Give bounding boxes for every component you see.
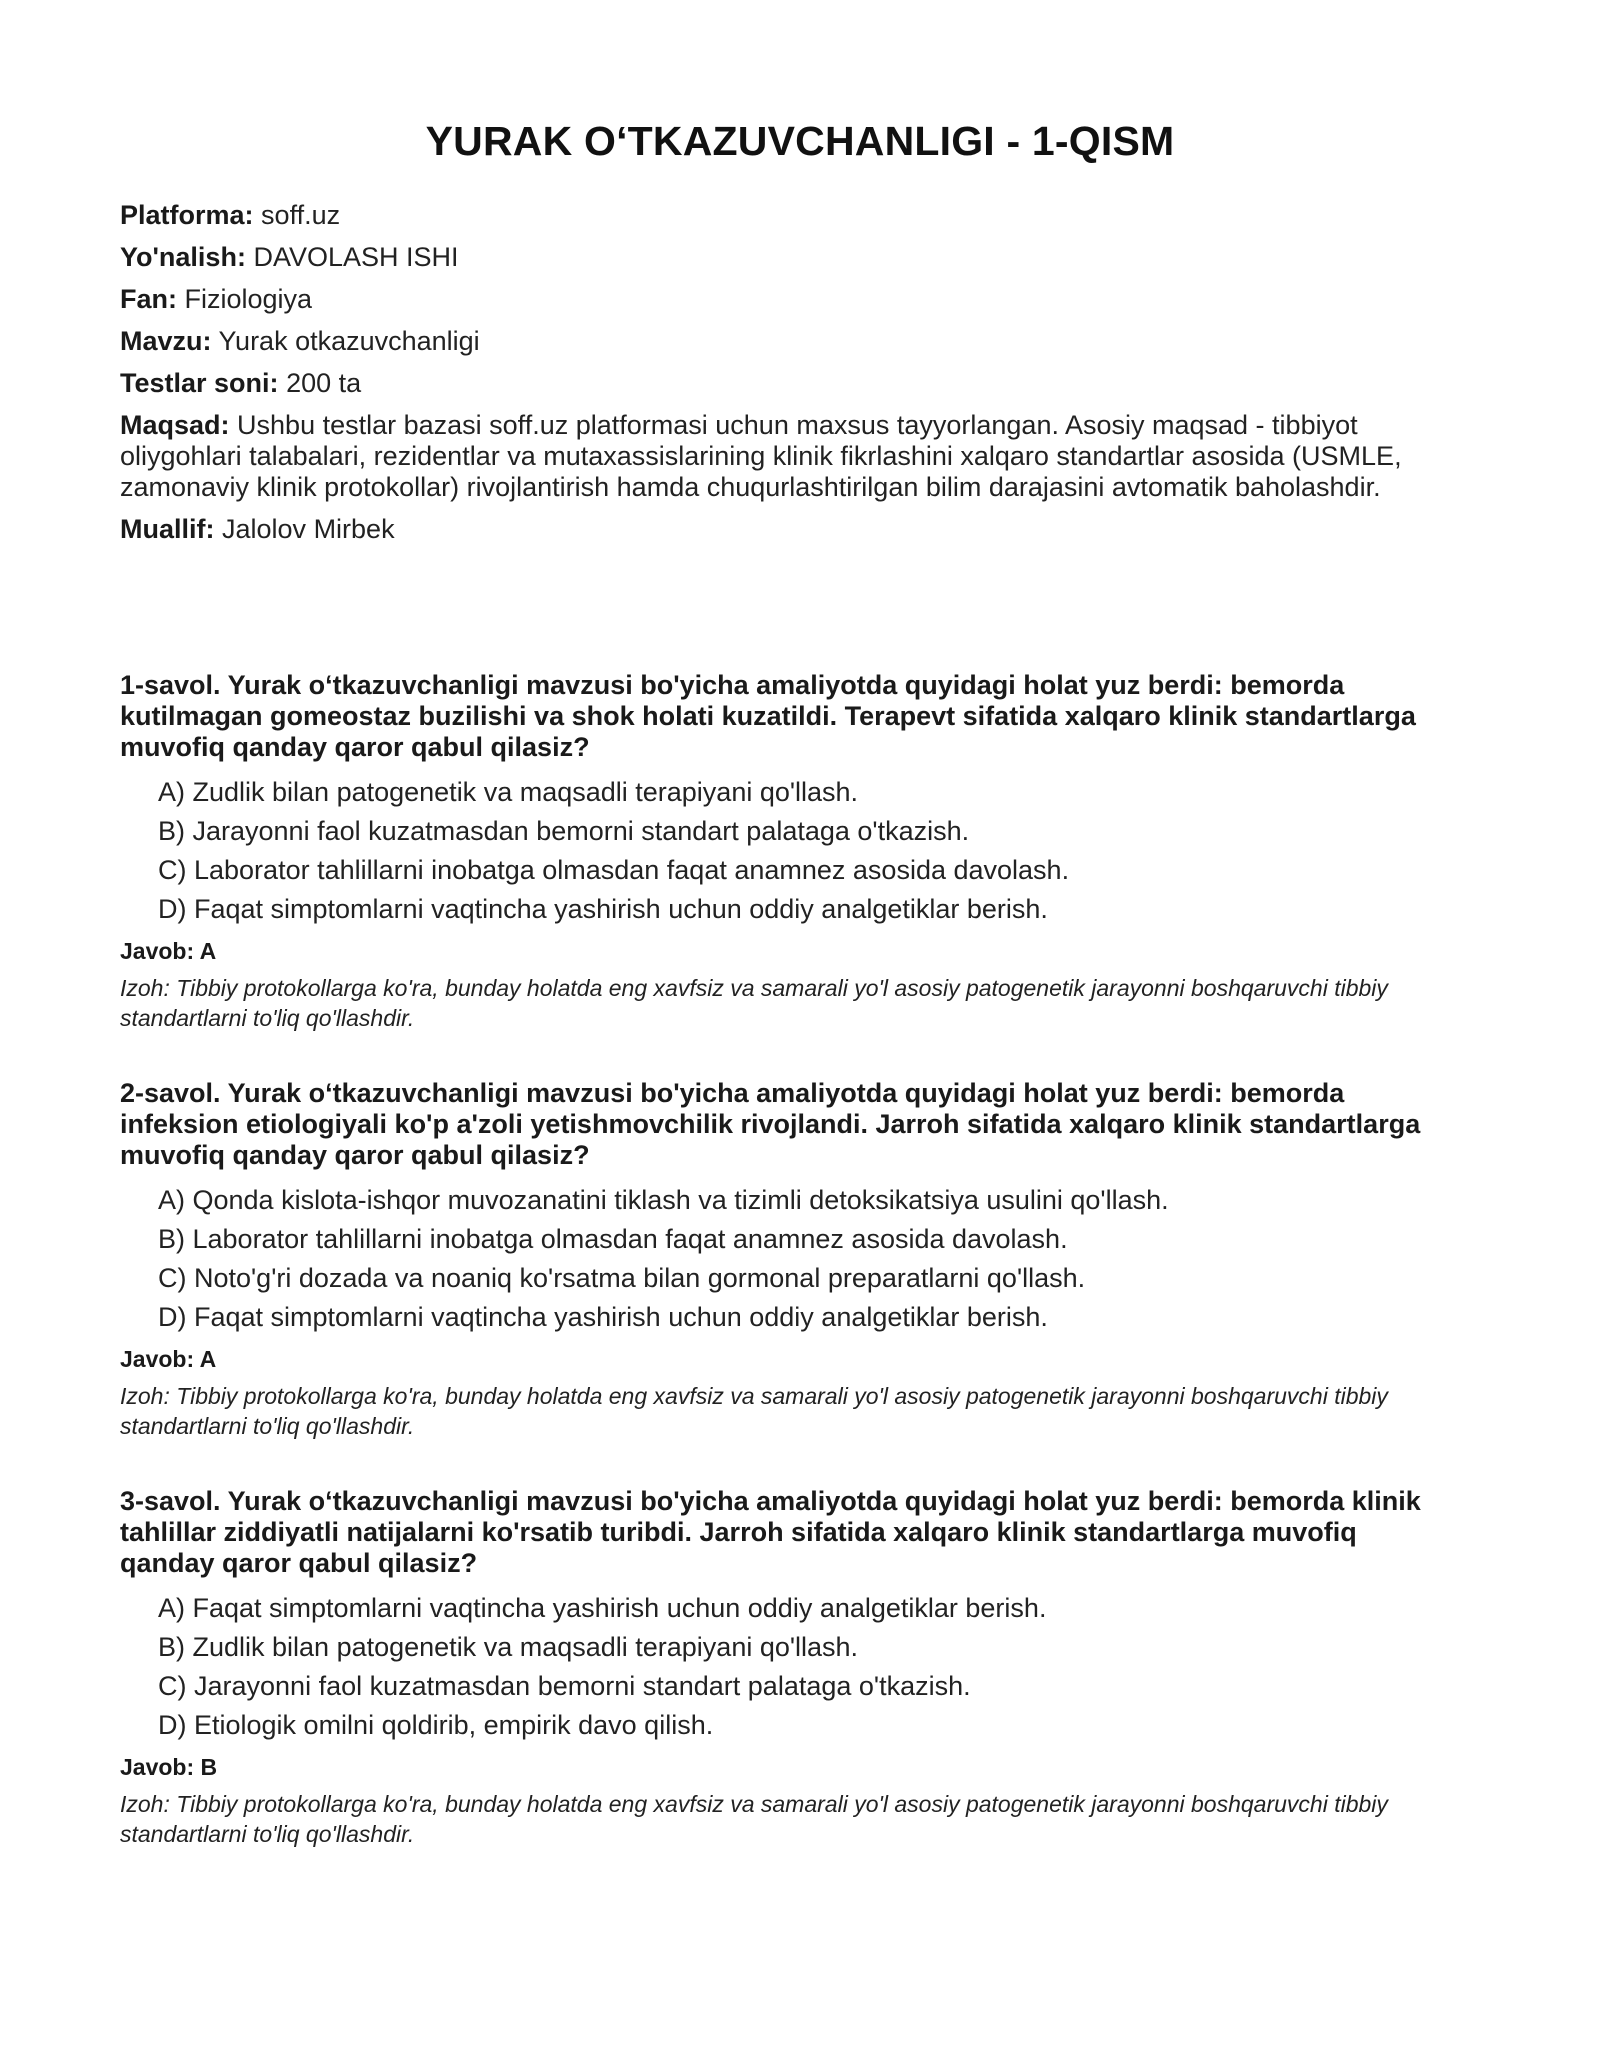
metadata-block (120, 200, 1450, 556)
option-b: B) Laborator tahlillarni inobatga olmasdan faqat anamnez asosida davolash. (158, 1224, 1068, 1254)
answer-options (120, 777, 1450, 925)
option-b: B) Jarayonni faol kuzatmasdan bemorni standart palataga o'tkazish. (158, 816, 970, 846)
meta-value: soff.uz (261, 200, 341, 230)
answer-options (120, 1593, 1450, 1741)
question-list (120, 670, 1450, 1894)
question-text: 1-savol. Yurak o‘tkazuvchanligi mavzusi bo'yicha amaliyotda quyidagi holat yuz berdi: bemorda kutilmagan gomeostaz buzilishi va shok holati kuzatildi. Terapevt sifatida xalqaro klinik standartlarga muvofiq qanday qaror qabul qilasiz? (120, 670, 1416, 762)
option-b: B) Zudlik bilan patogenetik va maqsadli terapiyani qo'llash. (158, 1632, 859, 1662)
meta-mavzu (120, 326, 1450, 357)
meta-value: 200 ta (286, 368, 362, 398)
explanation-note: Izoh: Tibbiy protokollarga ko'ra, bunday holatda eng xavfsiz va samarali yo'l asosiy patogenetik jarayonni boshqaruvchi tibbiy standartlarni to'liq qo'llashdir. (120, 975, 1388, 1031)
meta-label: Muallif: (120, 514, 215, 544)
meta-label: Maqsad: (120, 410, 230, 440)
meta-muallif (120, 514, 1450, 545)
explanation-note: Izoh: Tibbiy protokollarga ko'ra, bunday holatda eng xavfsiz va samarali yo'l asosiy patogenetik jarayonni boshqaruvchi tibbiy standartlarni to'liq qo'llashdir. (120, 1383, 1388, 1439)
meta-yonalish (120, 242, 1450, 273)
option-a: A) Qonda kislota-ishqor muvozanatini tiklash va tizimli detoksikatsiya usulini qo'llash. (158, 1185, 1169, 1215)
meta-value: Yurak otkazuvchanligi (218, 326, 480, 356)
meta-label: Testlar soni: (120, 368, 279, 398)
question-text: 3-savol. Yurak o‘tkazuvchanligi mavzusi bo'yicha amaliyotda quyidagi holat yuz berdi: bemorda klinik tahlillar ziddiyatli natijalarni ko'rsatib turibdi. Jarroh sifatida xalqaro klinik standartlarga muvofiq qanday qaror qabul qilasiz? (120, 1486, 1421, 1578)
meta-maqsad (120, 410, 1450, 503)
question-3 (120, 1486, 1450, 1849)
meta-label: Fan: (120, 284, 177, 314)
meta-fan (120, 284, 1450, 315)
option-c: C) Noto'g'ri dozada va noaniq ko'rsatma bilan gormonal preparatlarni qo'llash. (158, 1263, 1086, 1293)
meta-label: Yo'nalish: (120, 242, 246, 272)
option-c: C) Jarayonni faol kuzatmasdan bemorni standart palataga o'tkazish. (158, 1671, 971, 1701)
meta-value: DAVOLASH ISHI (253, 242, 459, 272)
answer-options (120, 1185, 1450, 1333)
meta-value: Fiziologiya (184, 284, 313, 314)
option-c: C) Laborator tahlillarni inobatga olmasdan faqat anamnez asosida davolash. (158, 855, 1070, 885)
correct-answer: Javob: B (120, 1754, 218, 1780)
meta-label: Platforma: (120, 200, 254, 230)
option-d: D) Faqat simptomlarni vaqtincha yashirish uchun oddiy analgetiklar berish. (158, 894, 1048, 924)
meta-testlar-soni (120, 368, 1450, 399)
question-text: 2-savol. Yurak o‘tkazuvchanligi mavzusi bo'yicha amaliyotda quyidagi holat yuz berdi: bemorda infeksion etiologiyali ko'p a'zoli yetishmovchilik rivojlandi. Jarroh sifatida xalqaro klinik standartlarga muvofiq qanday qaror qabul qilasiz? (120, 1078, 1421, 1170)
correct-answer: Javob: A (120, 1346, 217, 1372)
question-1 (120, 670, 1450, 1033)
option-a: A) Zudlik bilan patogenetik va maqsadli terapiyani qo'llash. (158, 777, 859, 807)
meta-value: Jalolov Mirbek (222, 514, 395, 544)
meta-value: Ushbu testlar bazasi soff.uz platformasi uchun maxsus tayyorlangan. Asosiy maqsad - tibbiyot oliygohlari talabalari, rezidentlar va mutaxassislarining klinik fikrlashini xalqaro standartlar asosida (USMLE, zamonaviy klinik protokollar) rivojlantirish hamda chuqurlashtirilgan bilim darajasini avtomatik baholashdir. (120, 410, 1402, 502)
document-title: YURAK O‘TKAZUVCHANLIGI - 1-QISM (425, 118, 1175, 164)
meta-label: Mavzu: (120, 326, 212, 356)
option-d: D) Faqat simptomlarni vaqtincha yashirish uchun oddiy analgetiklar berish. (158, 1302, 1048, 1332)
explanation-note: Izoh: Tibbiy protokollarga ko'ra, bunday holatda eng xavfsiz va samarali yo'l asosiy patogenetik jarayonni boshqaruvchi tibbiy standartlarni to'liq qo'llashdir. (120, 1791, 1388, 1847)
correct-answer: Javob: A (120, 938, 217, 964)
option-d: D) Etiologik omilni qoldirib, empirik davo qilish. (158, 1710, 714, 1740)
option-a: A) Faqat simptomlarni vaqtincha yashirish uchun oddiy analgetiklar berish. (158, 1593, 1047, 1623)
meta-platforma (120, 200, 1450, 231)
question-2 (120, 1078, 1450, 1441)
